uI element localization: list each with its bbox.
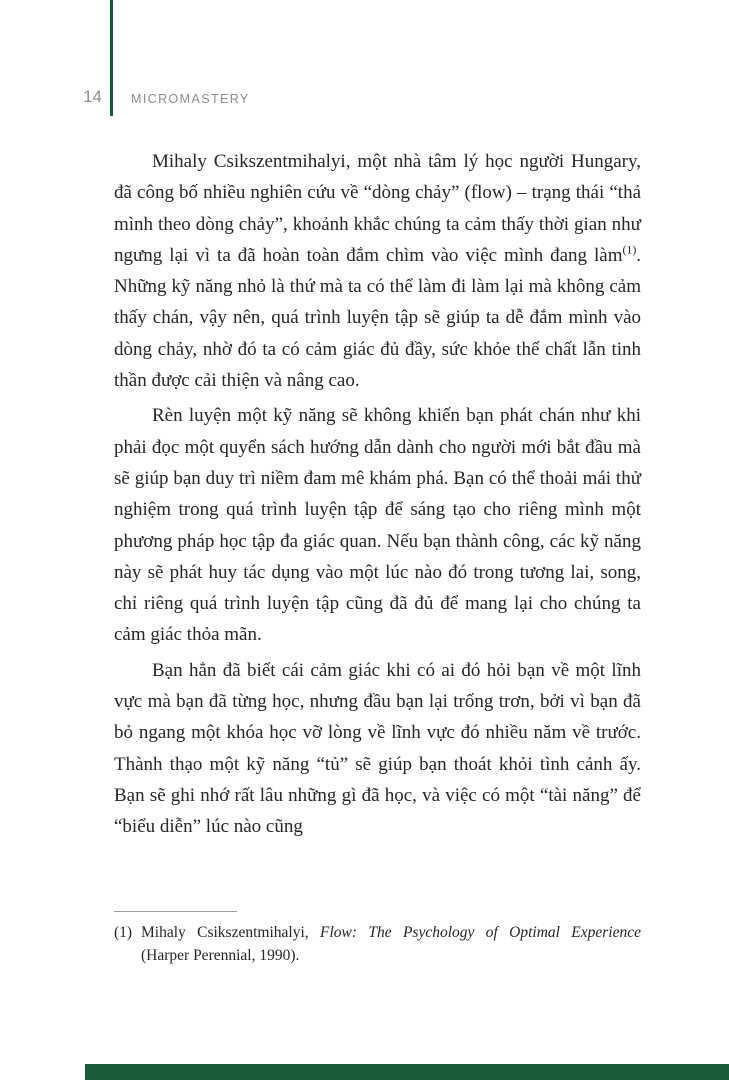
- header-divider-line: [110, 0, 113, 116]
- footnote-marker: (1): [114, 924, 133, 941]
- paragraph-1: [114, 146, 641, 396]
- footnote-reference-1: (1): [622, 243, 637, 257]
- running-header-book-title: MICROMASTERY: [131, 92, 250, 106]
- footnote: [114, 922, 641, 967]
- body-text: [114, 146, 641, 847]
- paragraph-2: Rèn luyện một kỹ năng sẽ không khiến bạn phát chán như khi phải đọc một quyển sách hướng dẫn dành cho người mới bắt đầu mà sẽ giúp bạn duy trì niềm đam mê khám phá. Bạn có thể thoải mái thử nghiệm trong quá trình luyện tập để sáng tạo cho riêng mình một phương pháp học tập đa giác quan. Nếu bạn thành công, các kỹ năng này sẽ phát huy tác dụng vào một lúc nào đó trong tương lai, song, chỉ riêng quá trình luyện tập cũng đã đủ để mang lại cho chúng ta cảm giác thỏa mãn.: [114, 405, 641, 646]
- footer-accent-bar: [85, 1064, 729, 1080]
- paragraph-1-text: Mihaly Csikszentmihalyi, một nhà tâm lý học người Hungary, đã công bố nhiều nghiên cứu về “dòng chảy” (flow) – trạng thái “thả mình theo dòng chảy”, khoảnh khắc chúng ta cảm thấy thời gian như ngưng lại vì ta đã hoàn toàn đắm chìm vào việc mình đang làm: [114, 151, 641, 266]
- page-number: 14: [83, 87, 102, 106]
- footnote-separator-line: [114, 911, 237, 912]
- footnote-line-2: (Harper Perennial, 1990).: [141, 946, 300, 964]
- paragraph-3: Bạn hẳn đã biết cái cảm giác khi có ai đó hỏi bạn về một lĩnh vực mà bạn đã từng học, nhưng đầu bạn lại trống trơn, bởi vì bạn đã bỏ ngang một khóa học vỡ lòng về lĩnh vực đó nhiều năm về trước. Thành thạo một kỹ năng “tủ” sẽ giúp bạn thoát khỏi tình cảnh ấy. Bạn sẽ ghi nhớ rất lâu những gì đã học, và việc có một “tài năng” để “biểu diễn” lúc nào cũng: [114, 659, 641, 838]
- footnote-book-title: Flow: The Psychology of Optimal Experience: [319, 924, 642, 941]
- footnote-line-1: [114, 922, 641, 945]
- footnote-authors: Mihaly Csikszentmihalyi,: [141, 924, 320, 941]
- paragraph-1-text-continued: . Những kỹ năng nhỏ là thứ mà ta có thể làm đi làm lại mà không cảm thấy chán, vậy nên, quá trình luyện tập sẽ giúp ta dễ đắm mình vào dòng chảy, nhờ đó ta có cảm giác đủ đầy, sức khỏe thể chất lẫn tinh thần được cải thiện và nâng cao.: [114, 244, 641, 392]
